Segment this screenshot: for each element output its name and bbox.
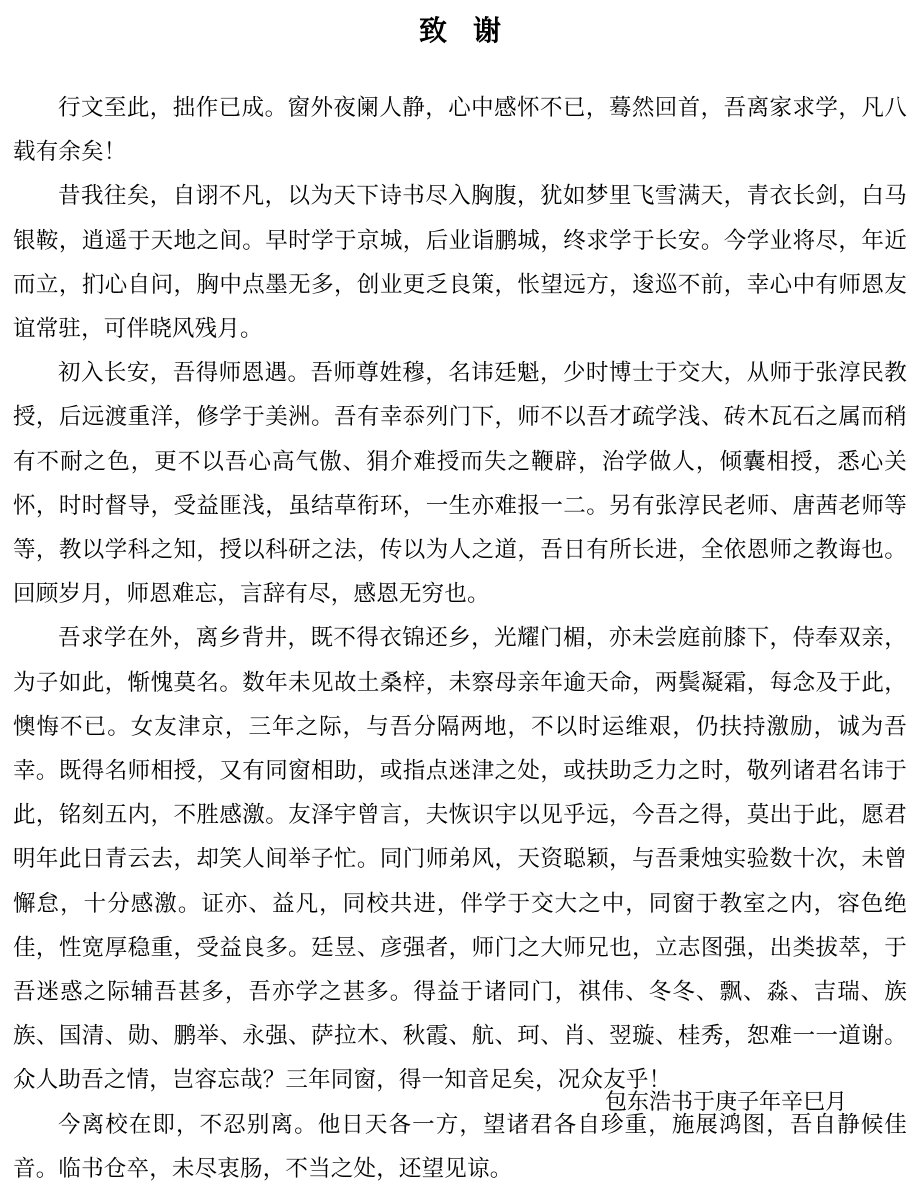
- paragraph-1: 行文至此，拙作已成。窗外夜阑人静，心中感怀不已，蓦然回首，吾离家求学，凡八载有余矣！: [13, 95, 907, 166]
- acknowledgement-body: [13, 86, 907, 1191]
- page-title: 致谢: [418, 14, 527, 47]
- signature-line: 包东浩书于庚子年辛巳月: [604, 1090, 847, 1115]
- paragraph-5: 今离校在即，不忍别离。他日天各一方，望诸君各自珍重，施展鸿图，吾自静候佳音。临书仓卒，未尽衷肠，不当之处，还望见谅。: [13, 1111, 907, 1182]
- paragraph-3: 初入长安，吾得师恩遇。吾师尊姓穆，名讳廷魁，少时博士于交大，从师于张淳民教授，后远渡重洋，修学于美洲。吾有幸忝列门下，师不以吾才疏学浅、砖木瓦石之属而稍有不耐之色，更不以吾心高气傲、狷介难授而失之鞭辟，治学做人，倾囊相授，悉心关怀，时时督导，受益匪浅，虽结草衔环，一生亦难报一二。另有张淳民老师、唐茜老师等等，教以学科之知，授以科研之法，传以为人之道，吾日有所长进，全依恩师之教诲也。回顾岁月，师恩难忘，言辞有尽，感恩无穷也。: [13, 360, 907, 608]
- paragraph-2: 昔我往矣，自诩不凡，以为天下诗书尽入胸腹，犹如梦里飞雪满天，青衣长剑，白马银鞍，逍遥于天地之间。早时学于京城，后业诣鹏城，终求学于长安。今学业将尽，年近而立，扪心自问，胸中点墨无多，创业更乏良策，怅望远方，逡巡不前，幸心中有师恩友谊常驻，可伴晓风残月。: [13, 183, 907, 343]
- paragraph-4: 吾求学在外，离乡背井，既不得衣锦还乡，光耀门楣，亦未尝庭前膝下，侍奉双亲，为子如此，惭愧莫名。数年未见故土桑梓，未察母亲年逾天命，两鬓凝霜，每念及于此，懊悔不已。女友津京，三年之际，与吾分隔两地，不以时运维艰，仍扶持激励，诚为吾幸。既得名师相授，又有同窗相助，或指点迷津之处，或扶助乏力之时，敬列诸君名讳于此，铭刻五内，不胜感激。友泽宇曾言，夫恢识宇以见乎远，今吾之得，莫出于此，愿君明年此日青云去，却笑人间举子忙。同门师弟风，天资聪颖，与吾秉烛实验数十次，未曾懈怠，十分感激。证亦、益凡，同校共进，伴学于交大之中，同窗于教室之内，容色绝佳，性宽厚稳重，受益良多。廷昱、彦强者，师门之大师兄也，立志图强，出类拔萃，于吾迷惑之际辅吾甚多，吾亦学之甚多。得益于诸同门，祺伟、冬冬、飘、淼、吉瑞、族族、国清、勋、鹏举、永强、萨拉木、秋霞、航、珂、肖、翌璇、桂秀，恕难一一道谢。众人助吾之情，岂容忘哉？三年同窗，得一知音足矣，况众友乎！: [13, 625, 907, 1094]
